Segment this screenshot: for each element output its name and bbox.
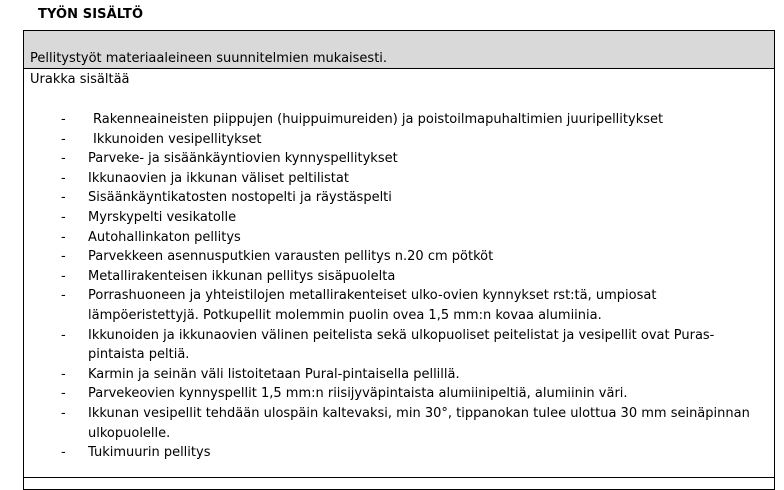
list-item xyxy=(24,404,774,443)
list-bullet: - xyxy=(61,170,66,186)
content-table xyxy=(23,30,775,490)
contract-includes-label: Urakka sisältää xyxy=(30,72,130,87)
list-item-text: Rakenneaineisten piippujen (huippuimureiden) ja poistoilmapuhaltimien juuripellitykset xyxy=(93,112,664,127)
list-item xyxy=(24,208,774,228)
list-item-text: Karmin ja seinän väli listoitetaan Pural-pintaisella pellillä. xyxy=(88,366,460,382)
list-bullet: - xyxy=(61,327,66,343)
list-bullet: - xyxy=(61,131,66,147)
header-row-text: Pellitystyöt materiaaleineen suunnitelmien mukaisesti. xyxy=(30,51,388,66)
list-bullet: - xyxy=(61,445,66,461)
list-bullet: - xyxy=(61,190,66,206)
list-bullet: - xyxy=(61,112,66,127)
list-item xyxy=(24,149,774,169)
list-item-text: Parvekkeen asennusputkien varausten pellitys n.20 cm pötköt xyxy=(88,249,494,265)
list-item-text: Myrskypelti vesikatolle xyxy=(88,209,237,225)
list-bullet: - xyxy=(61,366,66,382)
section-heading: TYÖN SISÄLTÖ xyxy=(38,7,144,22)
list-item xyxy=(24,130,774,150)
table-header-row xyxy=(24,31,774,69)
list-item xyxy=(24,286,774,325)
list-item-text: Tukimuurin pellitys xyxy=(88,445,211,461)
list-item xyxy=(24,443,774,463)
list-item-text: Parvekeovien kynnyspellit 1,5 mm:n riisijyväpintaista alumiinipeltiä, alumiinin väri. xyxy=(88,386,628,402)
list-item-text: Autohallinkaton pellitys xyxy=(88,229,241,245)
table-bottom-divider xyxy=(24,477,774,478)
list-bullet: - xyxy=(61,229,66,245)
list-item-text: Ikkunan vesipellit tehdään ulospäin kaltevaksi, min 30°, tippanokan tulee ulottua 30 mm seinäpinnan ulkopuolelle. xyxy=(88,405,750,441)
list-bullet: - xyxy=(61,268,66,284)
list-item xyxy=(24,228,774,248)
list-bullet: - xyxy=(61,249,66,265)
list-item-text: Ikkunoiden ja ikkunaovien välinen peitelista sekä ulkopuoliset peitelistat ja vesipellit ovat Puras-pintaista peltiä. xyxy=(88,327,715,363)
list-item xyxy=(24,169,774,189)
list-item xyxy=(24,384,774,404)
list-bullet: - xyxy=(61,151,66,167)
list-item-text: Parveke- ja sisäänkäyntiovien kynnyspellitykset xyxy=(88,151,398,167)
list-item-text: Ikkunaovien ja ikkunan väliset peltilistat xyxy=(88,170,349,186)
list-bullet: - xyxy=(61,386,66,402)
list-item xyxy=(24,110,774,130)
included-items-list xyxy=(24,110,774,463)
list-item-text: Porrashuoneen ja yhteistilojen metallirakenteiset ulko-ovien kynnykset rst:tä, umpiosat lämpöeristettyjä. Potkupellit molemmin puolin ovea 1,5 mm:n kovaa alumiinia. xyxy=(88,288,657,323)
list-bullet: - xyxy=(61,288,66,304)
list-item xyxy=(24,326,774,365)
list-item-text: Sisäänkäyntikatosten nostopelti ja räystäspelti xyxy=(88,190,392,206)
list-item xyxy=(24,267,774,287)
list-bullet: - xyxy=(61,209,66,225)
list-item xyxy=(24,188,774,208)
list-item xyxy=(24,365,774,385)
list-item-text: Ikkunoiden vesipellitykset xyxy=(93,131,262,147)
list-item-text: Metallirakenteisen ikkunan pellitys sisäpuolelta xyxy=(88,268,396,284)
list-bullet: - xyxy=(61,405,66,421)
list-item xyxy=(24,247,774,267)
